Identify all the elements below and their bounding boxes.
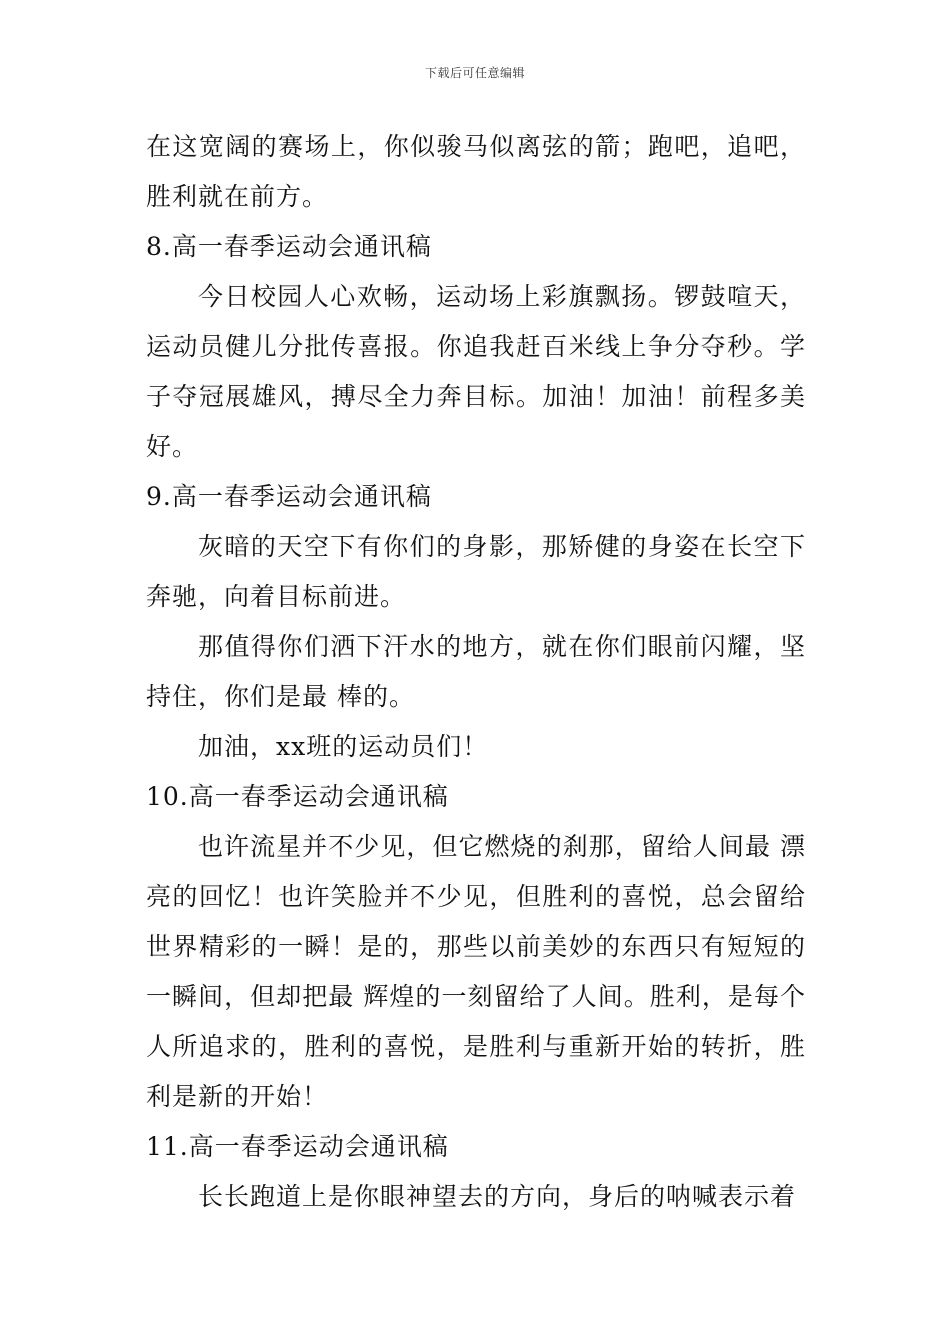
paragraph-section-9-b: 那值得你们洒下汗水的地方，就在你们眼前闪耀，坚持住，你们是最 棒的。: [146, 632, 806, 711]
section-heading-8: 8.高一春季运动会通讯稿: [146, 232, 432, 261]
page-header: 下载后可任意编辑: [424, 66, 525, 80]
document-body: [146, 122, 806, 1222]
paragraph-section-11: 长长跑道上是你眼神望去的方向，身后的呐喊表示着: [198, 1182, 797, 1211]
paragraph-section-8: 今日校园人心欢畅，运动场上彩旗飘扬。锣鼓喧天，运动员健儿分批传喜报。你追我赶百米线上争分夺秒。学子夺冠展雄风，搏尽全力奔目标。加油！加油！前程多美好。: [146, 282, 806, 461]
paragraph-section-9-c: 加油，xx班的运动员们！: [198, 732, 489, 761]
section-heading-10: 10.高一春季运动会通讯稿: [146, 782, 449, 811]
paragraph-section-9-a: 灰暗的天空下有你们的身影，那矫健的身姿在长空下奔驰，向着目标前进。: [146, 532, 806, 611]
paragraph-intro: 在这宽阔的赛场上，你似骏马似离弦的箭；跑吧，追吧，胜利就在前方。: [146, 132, 806, 211]
paragraph-section-10: 也许流星并不少见，但它燃烧的刹那，留给人间最 漂亮的回忆！也许笑脸并不少见，但胜利的喜悦，总会留给世界精彩的一瞬！是的，那些以前美妙的东西只有短短的一瞬间，但却把最 辉煌的一刻留给了人间。胜利，是每个人所追求的，胜利的喜悦，是胜利与重新开始的转折，胜利是新的开始！: [146, 832, 806, 1111]
section-heading-9: 9.高一春季运动会通讯稿: [146, 482, 432, 511]
section-heading-11: 11.高一春季运动会通讯稿: [146, 1132, 449, 1161]
